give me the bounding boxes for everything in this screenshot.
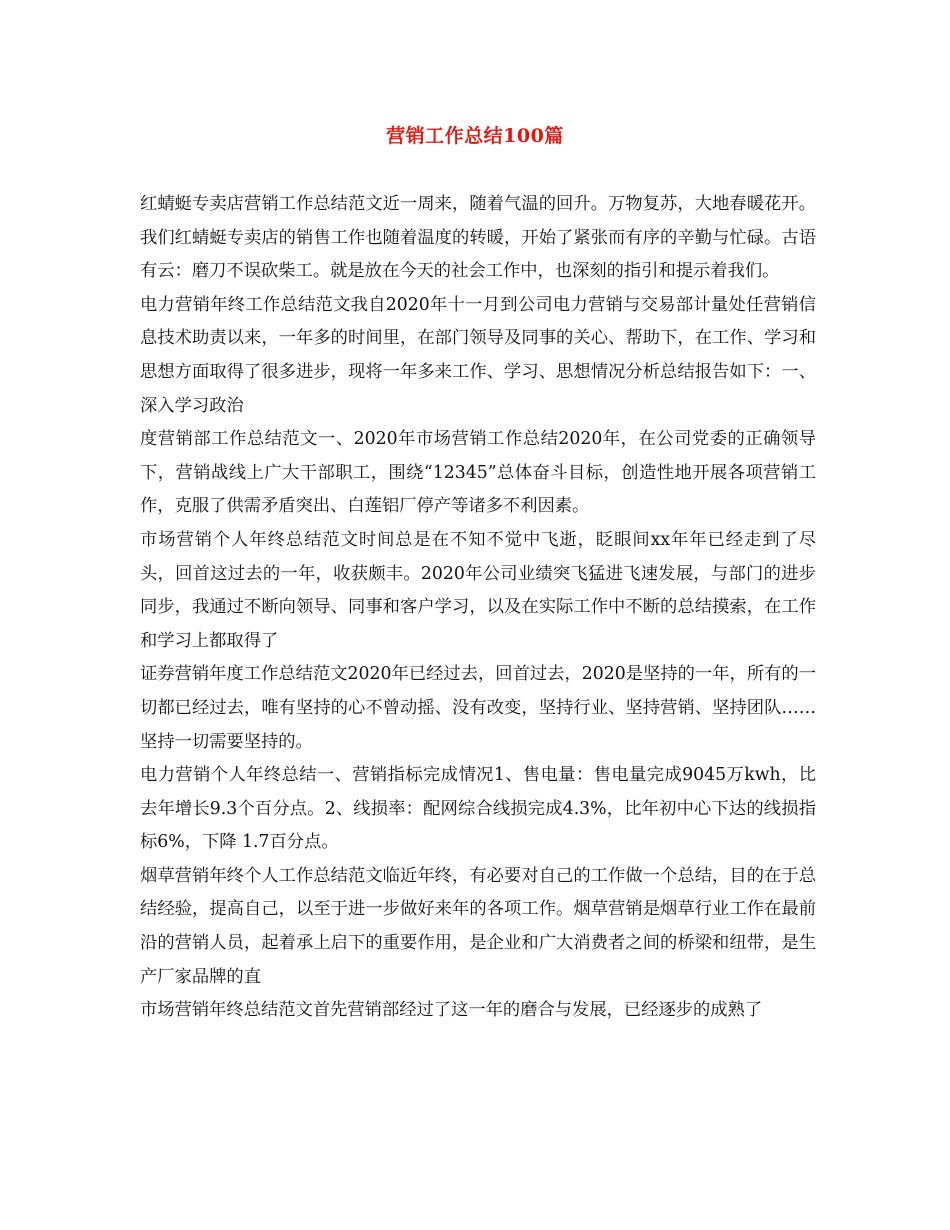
document-body [140, 188, 816, 1028]
paragraph-4: 市场营销个人年终总结范文时间总是在不知不觉中飞逝，眨眼间xx年年已经走到了尽头，回首这过去的一年，收获颇丰。2020年公司业绩突飞猛进飞速发展，与部门的进步同步，我通过不断向领导、同事和客户学习，以及在实际工作中不断的总结摸索，在工作和学习上都取得了 [140, 529, 816, 651]
document-title: 营销工作总结100篇 [386, 125, 564, 147]
paragraph-3: 度营销部工作总结范文一、2020年市场营销工作总结2020年，在公司党委的正确领导下，营销战线上广大干部职工，围绕“12345”总体奋斗目标，创造性地开展各项营销工作，克服了供需矛盾突出、白莲铝厂停产等诸多不利因素。 [140, 429, 816, 517]
paragraph-8: 市场营销年终总结范文首先营销部经过了这一年的磨合与发展，已经逐步的成熟了 [140, 1000, 763, 1021]
paragraph-6: 电力营销个人年终总结一、营销指标完成情况1、售电量：售电量完成9045万kwh，比去年增长9.3个百分点。2、线损率：配网综合线损完成4.3%，比年初中心下达的线损指标6%，下降 1.7百分点。 [140, 765, 816, 853]
paragraph-1: 红蜻蜓专卖店营销工作总结范文近一周来，随着气温的回升。万物复苏，大地春暖花开。我们红蜻蜓专卖店的销售工作也随着温度的转暖，开始了紧张而有序的辛勤与忙碌。古语有云：磨刀不误砍柴工。就是放在今天的社会工作中，也深刻的指引和提示着我们。 [140, 194, 816, 282]
paragraph-7: 烟草营销年终个人工作总结范文临近年终，有必要对自己的工作做一个总结，目的在于总结经验，提高自己，以至于进一步做好来年的各项工作。烟草营销是烟草行业工作在最前沿的营销人员，起着承上启下的重要作用，是企业和广大消费者之间的桥梁和纽带，是生产厂家品牌的直 [140, 865, 816, 987]
paragraph-2: 电力营销年终工作总结范文我自2020年十一月到公司电力营销与交易部计量处任营销信息技术助责以来，一年多的时间里，在部门领导及同事的关心、帮助下，在工作、学习和思想方面取得了很多进步，现将一年多来工作、学习、思想情况分析总结报告如下：一、深入学习政治 [140, 294, 816, 416]
paragraph-5: 证券营销年度工作总结范文2020年已经过去，回首过去，2020是坚持的一年，所有的一切都已经过去，唯有坚持的心不曾动摇、没有改变，坚持行业、坚持营销、坚持团队……坚持一切需要坚持的。 [140, 664, 816, 752]
